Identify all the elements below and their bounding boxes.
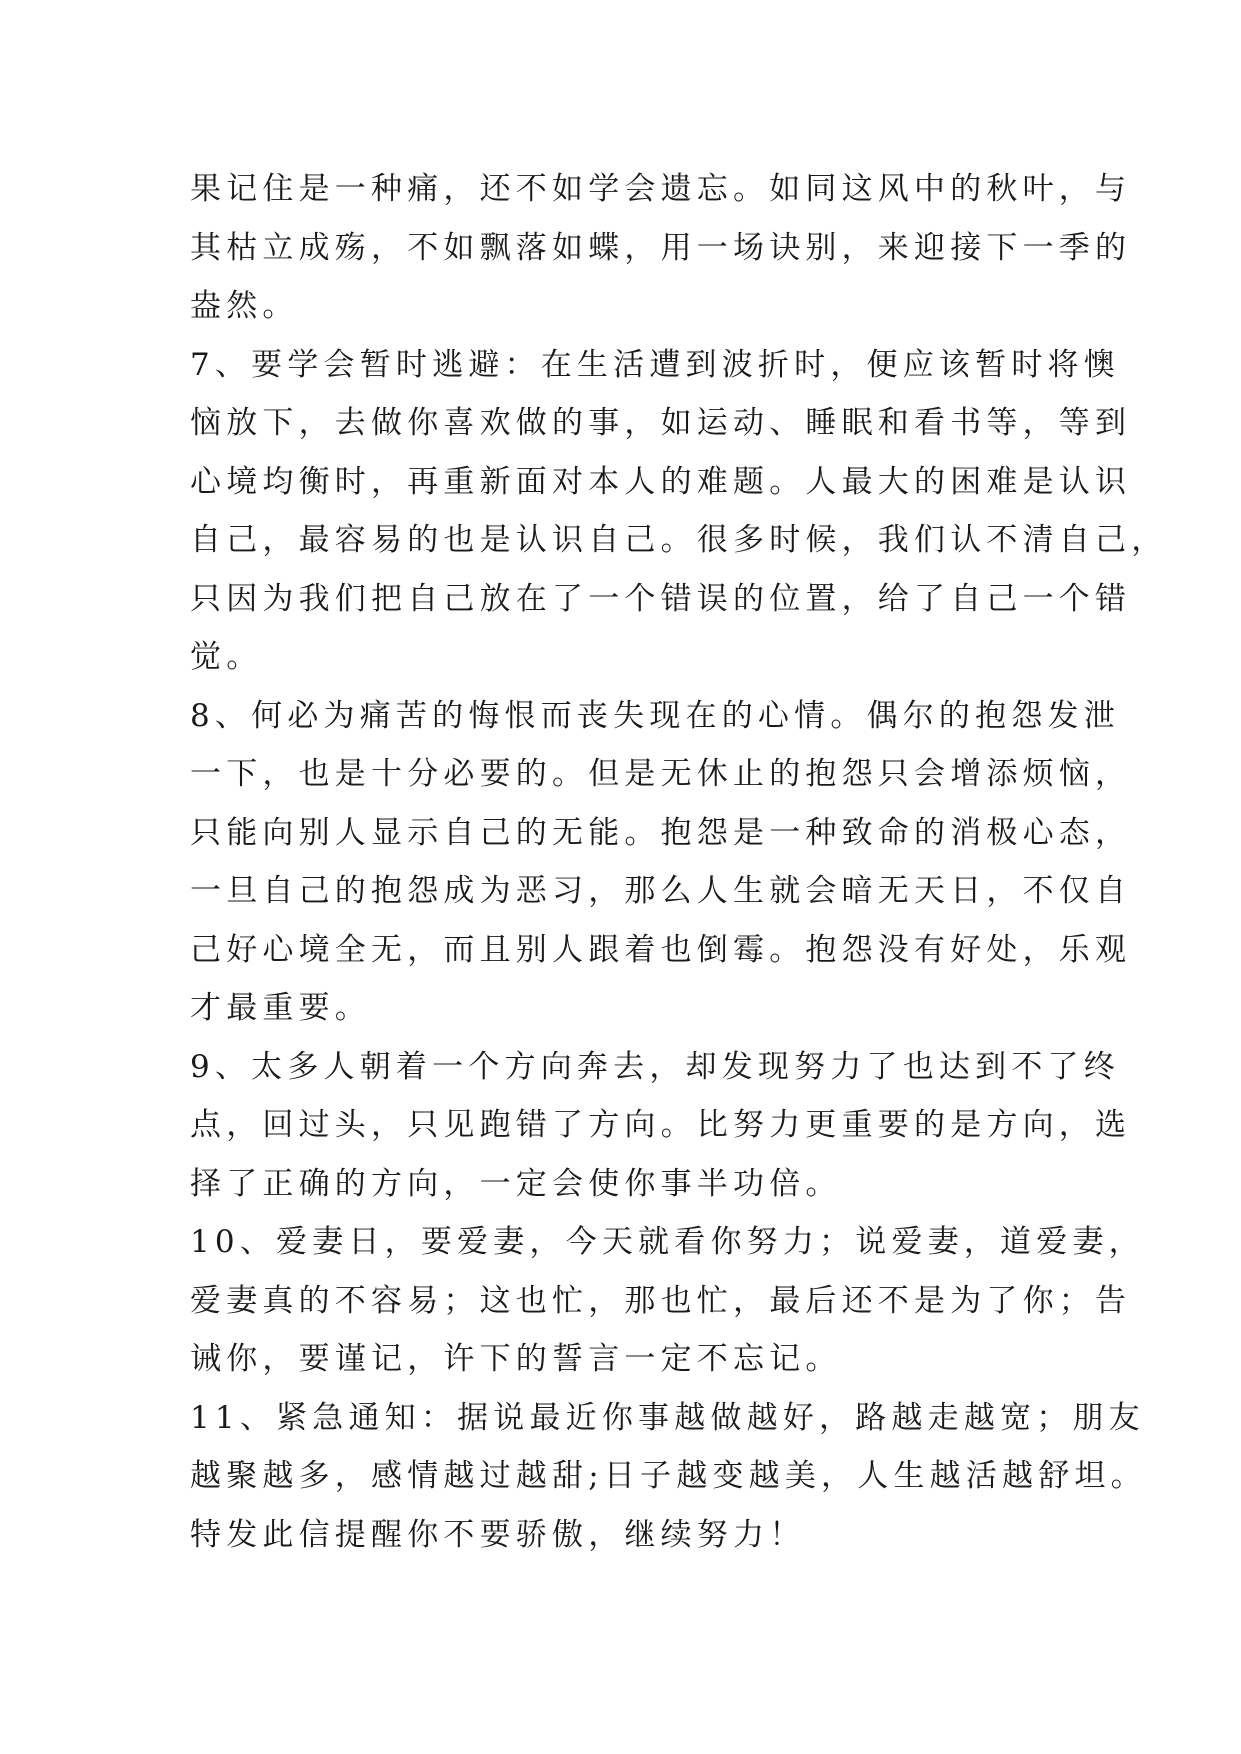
text-line: 爱妻真的不容易；这也忙，那也忙，最后还不是为了你；告 xyxy=(190,1282,1132,1319)
body-text xyxy=(190,160,1168,1564)
text-line: 只能向别人显示自己的无能。抱怨是一种致命的消极心态， xyxy=(190,814,1132,851)
text-line: 才最重要。 xyxy=(190,990,371,1026)
text-line: 己好心境全无，而且别人跟着也倒霉。抱怨没有好处，乐观 xyxy=(190,931,1132,968)
text-line: 只因为我们把自己放在了一个错误的位置，给了自己一个错 xyxy=(190,580,1132,617)
text-line: 择了正确的方向，一定会使你事半功倍。 xyxy=(190,1165,842,1202)
text-line: 11、紧急通知：据说最近你事越做越好，路越走越宽；朋友 xyxy=(190,1399,1145,1436)
paragraph-8 xyxy=(190,687,1132,1038)
text-line: 恼放下，去做你喜欢做的事，如运动、睡眠和看书等，等到 xyxy=(190,405,1132,441)
text-line: 特发此信提醒你不要骄傲，继续努力！ xyxy=(190,1516,806,1553)
text-line: 一旦自己的抱怨成为恶习，那么人生就会暗无天日，不仅自 xyxy=(190,873,1132,909)
paragraph-6-continued xyxy=(190,160,1132,336)
text-line: 果记住是一种痛，还不如学会遗忘。如同这风中的秋叶，与 xyxy=(190,171,1132,207)
text-line: 自己，最容易的也是认识自己。很多时候，我们认不清自己， xyxy=(190,522,1168,558)
text-line: 10、爱妻日，要爱妻，今天就看你努力；说爱妻，道爱妻， xyxy=(190,1224,1145,1260)
text-line: 越聚越多，感情越过越甜;日子越变越美，人生越活越舒坦。 xyxy=(190,1458,1147,1494)
text-line: 其枯立成殇，不如飘落如蝶，用一场诀别，来迎接下一季的 xyxy=(190,229,1132,266)
text-line: 7、要学会暂时逃避：在生活遭到波折时，便应该暂时将懊 xyxy=(190,346,1120,383)
paragraph-7 xyxy=(190,336,1168,687)
text-line: 诫你，要谨记，许下的誓言一定不忘记。 xyxy=(190,1341,842,1377)
paragraph-10 xyxy=(190,1213,1145,1389)
text-line: 心境均衡时，再重新面对本人的难题。人最大的困难是认识 xyxy=(190,463,1132,500)
text-line: 盎然。 xyxy=(190,288,299,324)
text-line: 9、太多人朝着一个方向奔去，却发现努力了也达到不了终 xyxy=(190,1048,1120,1085)
paragraph-9 xyxy=(190,1038,1132,1214)
text-line: 一下，也是十分必要的。但是无休止的抱怨只会增添烦恼， xyxy=(190,756,1132,792)
text-line: 点，回过头，只见跑错了方向。比努力更重要的是方向，选 xyxy=(190,1107,1132,1143)
paragraph-11 xyxy=(190,1389,1147,1565)
text-line: 8、何必为痛苦的悔恨而丧失现在的心情。偶尔的抱怨发泄 xyxy=(190,697,1120,734)
text-line: 觉。 xyxy=(190,639,263,675)
